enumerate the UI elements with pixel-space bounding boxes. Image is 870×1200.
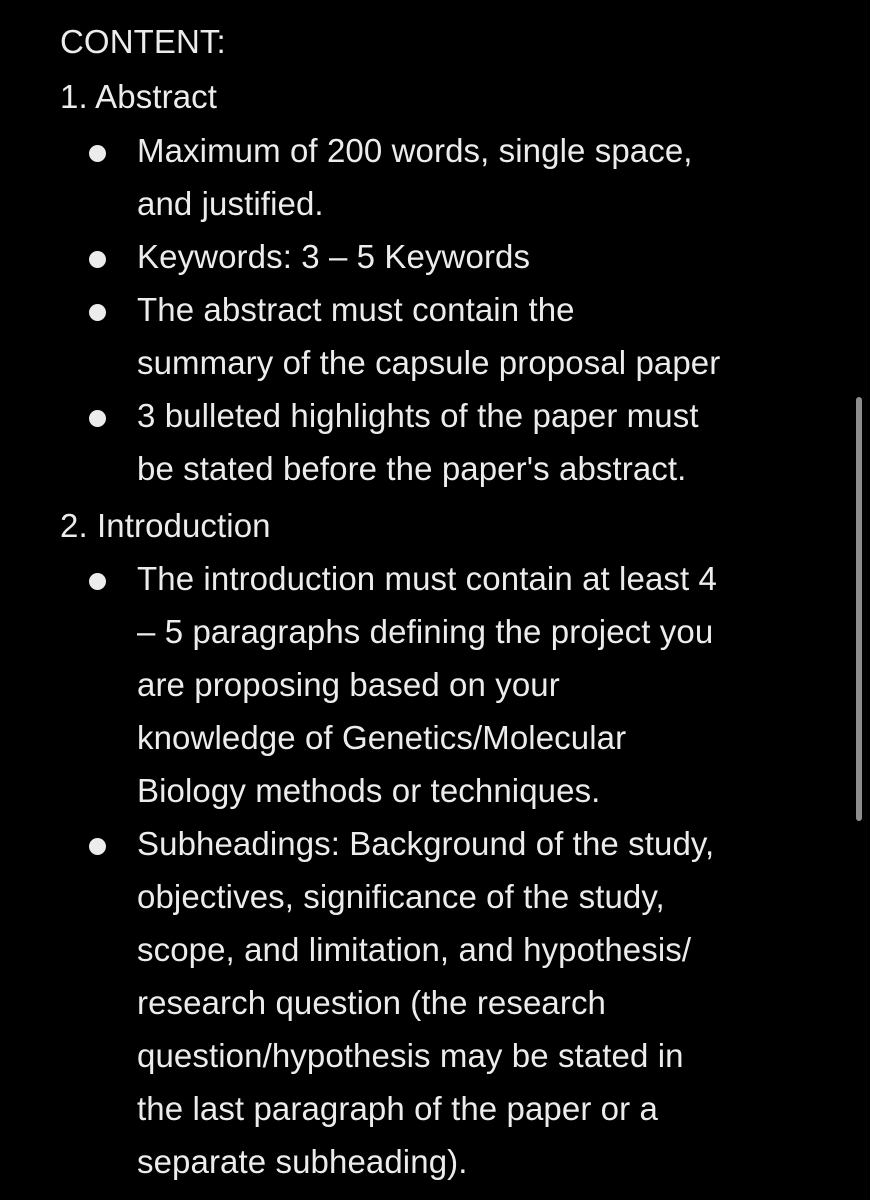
bullet-icon xyxy=(89,573,106,590)
intro-bullet-1-line-2: – 5 paragraphs defining the project you xyxy=(137,613,714,650)
bullet-icon xyxy=(89,304,106,321)
intro-bullet-1-line-5: Biology methods or techniques. xyxy=(137,772,601,809)
bullet-icon xyxy=(89,410,106,427)
intro-bullet-2-line-4: research question (the research xyxy=(137,984,607,1021)
abstract-bullet-1-line-2: and justified. xyxy=(137,185,324,222)
abstract-bullet-3-line-1: The abstract must contain the xyxy=(137,291,575,328)
bullet-icon xyxy=(89,145,106,162)
intro-bullet-1-line-1: The introduction must contain at least 4 xyxy=(137,560,717,597)
intro-bullet-1-line-4: knowledge of Genetics/Molecular xyxy=(137,719,627,756)
abstract-bullet-1-line-1: Maximum of 200 words, single space, xyxy=(137,132,693,169)
abstract-bullet-4-line-1: 3 bulleted highlights of the paper must xyxy=(137,397,699,434)
bullet-icon xyxy=(89,251,106,268)
abstract-bullet-4-line-2: be stated before the paper's abstract. xyxy=(137,450,687,487)
content-heading: CONTENT: xyxy=(60,23,226,60)
abstract-bullet-3-line-2: summary of the capsule proposal paper xyxy=(137,344,721,381)
abstract-bullet-2-line-1: Keywords: 3 – 5 Keywords xyxy=(137,238,531,275)
intro-bullet-2-line-3: scope, and limitation, and hypothesis/ xyxy=(137,931,692,968)
intro-bullet-2-line-5: question/hypothesis may be stated in xyxy=(137,1037,684,1074)
intro-bullet-2-line-2: objectives, significance of the study, xyxy=(137,878,665,915)
section-title-abstract: 1. Abstract xyxy=(60,78,218,115)
vertical-scrollbar[interactable] xyxy=(856,397,862,821)
intro-bullet-2-line-7: separate subheading). xyxy=(137,1143,468,1180)
intro-bullet-1-line-3: are proposing based on your xyxy=(137,666,560,703)
intro-bullet-2-line-6: the last paragraph of the paper or a xyxy=(137,1090,658,1127)
section-title-introduction: 2. Introduction xyxy=(60,507,271,544)
bullet-icon xyxy=(89,838,106,855)
intro-bullet-2-line-1: Subheadings: Background of the study, xyxy=(137,825,715,862)
